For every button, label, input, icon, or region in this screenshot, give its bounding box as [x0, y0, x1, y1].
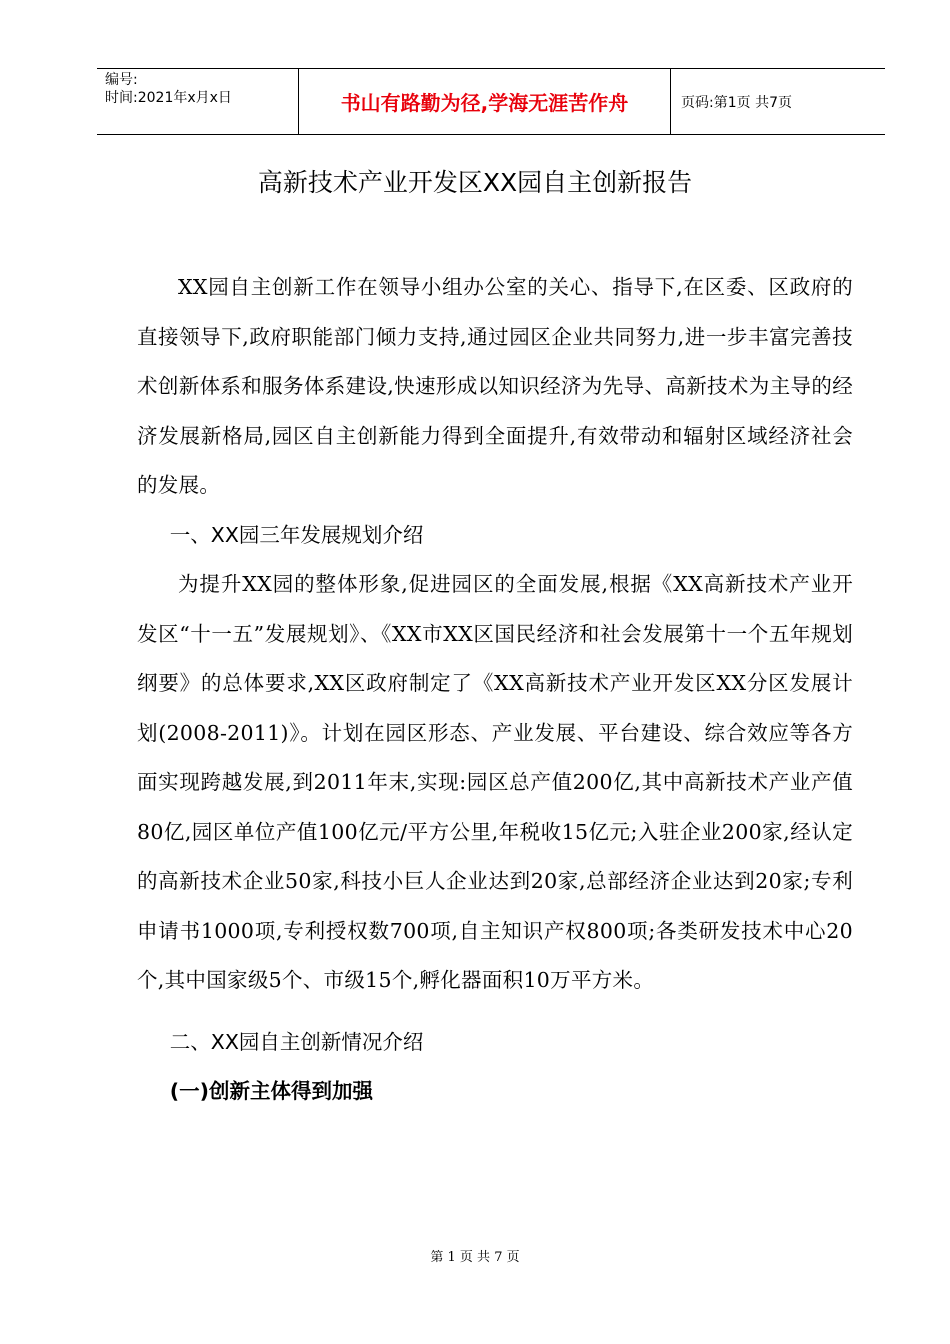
page-footer: 第 1 页 共 7 页	[430, 1250, 520, 1265]
page-label: 页码:第1页 共7页	[681, 94, 792, 111]
section-1-paragraph: 为提升XX园的整体形象,促进园区的全面发展,根据《XX高新技术产业开发区“十一五”发展规划》、《XX市XX区国民经济和社会发展第十一个五年规划纲要》的总体要求,XX区政府制定了《XX高新技术产业开发区XX分区发展计划(2008-2011)》。计划在园区形态、产业发展、平台建设、综合效应等各方面实现跨越发展,到2011年末,实现:园区总产值200亿,其中高新技术产业产值80亿,园区单位产值100亿元/平方公里,年税收15亿元;入驻企业200家,经认定的高新技术企业50家,科技小巨人企业达到20家,总部经济企业达到20家;专利申请书1000项,专利授权数700项,自主知识产权800项;各类研发技术中心20个,其中国家级5个、市级15个,孵化器面积10万平方米。	[137, 572, 853, 992]
section-gap	[137, 1006, 853, 1018]
header-page-cell	[671, 69, 885, 134]
section-1-heading: 一、XX园三年发展规划介绍	[169, 522, 424, 547]
subsection-1-heading: (一)创新主体得到加强	[169, 1079, 374, 1103]
document-title: 高新技术产业开发区XX园自主创新报告	[257, 168, 693, 197]
serial-number-label: 编号:	[105, 72, 138, 88]
document-body	[137, 263, 853, 1117]
section-2-heading: 二、XX园自主创新情况介绍	[169, 1029, 424, 1054]
intro-paragraph: XX园自主创新工作在领导小组办公室的关心、指导下,在区委、区政府的直接领导下,政府职能部门倾力支持,通过园区企业共同努力,进一步丰富完善技术创新体系和服务体系建设,快速形成以知识经济为先导、高新技术为主导的经济发展新格局,园区自主创新能力得到全面提升,有效带动和辐射区域经济社会的发展。	[137, 275, 853, 497]
header-table	[97, 68, 885, 135]
header-motto-cell	[299, 69, 671, 134]
header-meta-cell	[97, 69, 299, 134]
time-label: 时间:2021年x月x日	[105, 90, 232, 106]
motto-text: 书山有路勤为径,学海无涯苦作舟	[340, 91, 629, 115]
